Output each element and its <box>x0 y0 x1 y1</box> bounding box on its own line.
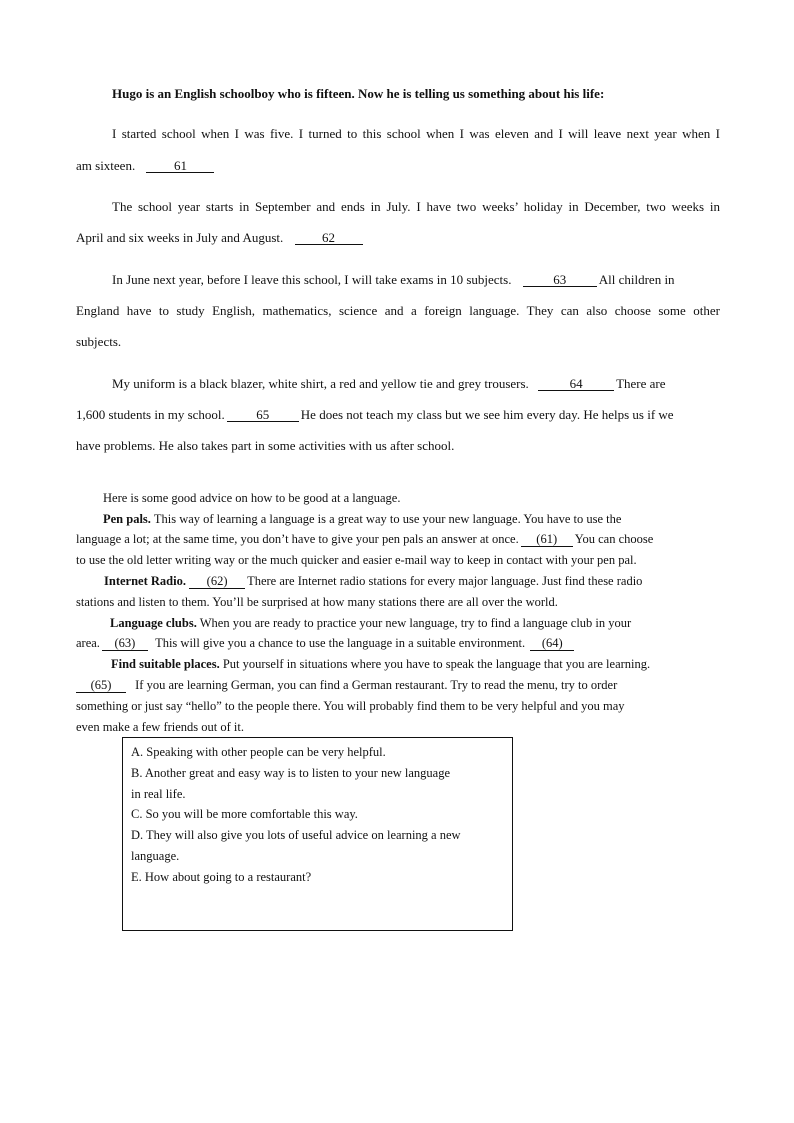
p3-line1-tail: All children in <box>598 272 675 287</box>
blank-s2-64[interactable]: (64) <box>530 637 574 651</box>
blank-62[interactable]: 62 <box>295 231 363 245</box>
option-c: C. So you will be more comfortable this way. <box>131 807 358 821</box>
option-d-line1: D. They will also give you lots of useful advice on learning a new <box>131 828 461 842</box>
blank-s2-63[interactable]: (63) <box>102 637 148 651</box>
p4-line1-tail: There are <box>616 376 666 391</box>
radio-line2: stations and listen to them. You’ll be surprised at how many stations there are all over the world. <box>76 595 558 609</box>
places-line2-text: If you are learning German, you can find a German restaurant. Try to read the menu, try to order <box>135 678 618 692</box>
blank-61[interactable]: 61 <box>146 159 214 173</box>
p2-line2-text: April and six weeks in July and August. <box>76 230 284 245</box>
blank-s2-62[interactable]: (62) <box>189 575 245 589</box>
pen-line2-text: language a lot; at the same time, you don’t have to give your pen pals an answer at once. <box>76 532 519 546</box>
places-line2 <box>76 678 720 693</box>
places-line3: something or just say “hello” to the people there. You will probably find them to be very helpful and you may <box>76 699 625 713</box>
p4-line2 <box>76 407 720 422</box>
p2-line2 <box>76 230 720 245</box>
blank-63[interactable]: 63 <box>523 273 597 287</box>
option-d-line2: language. <box>131 849 180 863</box>
p3-line1-text: In June next year, before I leave this school, I will take exams in 10 subjects. <box>112 272 512 287</box>
section1-title: Hugo is an English schoolboy who is fifteen. Now he is telling us something about his life: <box>112 86 605 101</box>
clubs-line2-mid: This will give you a chance to use the language in a suitable environment. <box>155 636 526 650</box>
p4-line1 <box>112 376 720 391</box>
p1-line1: I started school when I was five. I turned to this school when I was eleven and I will leave next year when I <box>112 126 720 141</box>
pen-line2-tail: You can choose <box>574 532 654 546</box>
blank-64[interactable]: 64 <box>538 377 614 391</box>
clubs-line1 <box>110 616 720 631</box>
pen-line1 <box>103 512 720 527</box>
p3-line1 <box>112 272 720 287</box>
clubs-line2 <box>76 636 720 651</box>
p3-line2: England have to study English, mathematics, science and a foreign language. They can also choose some other <box>76 303 720 318</box>
p4-line1-text: My uniform is a black blazer, white shirt, a red and yellow tie and grey trousers. <box>112 376 529 391</box>
blank-s2-61[interactable]: (61) <box>521 533 573 547</box>
p4-line3: have problems. He also takes part in some activities with us after school. <box>76 438 455 453</box>
radio-line1-text: There are Internet radio stations for every major language. Just find these radio <box>247 574 643 588</box>
pen-line3: to use the old letter writing way or the much quicker and easier e-mail way to keep in contact with your pen pal. <box>76 553 637 567</box>
places-line1-text: Put yourself in situations where you have to speak the language that you are learning. <box>222 657 651 671</box>
clubs-line2-text: area. <box>76 636 100 650</box>
pen-line2 <box>76 532 720 547</box>
radio-line1 <box>104 574 720 589</box>
p1-line2 <box>76 158 720 173</box>
places-line1 <box>111 657 720 672</box>
option-b-line2: in real life. <box>131 787 186 801</box>
clubs-line1-text: When you are ready to practice your new language, try to find a language club in your <box>199 616 632 630</box>
radio-heading: Internet Radio. <box>104 574 186 588</box>
blank-s2-65[interactable]: (65) <box>76 679 126 693</box>
pen-line1-text: This way of learning a language is a great way to use your new language. You have to use the <box>153 512 622 526</box>
p1-line2-text: am sixteen. <box>76 158 136 173</box>
pen-heading: Pen pals. <box>103 512 151 526</box>
p4-line2-text: 1,600 students in my school. <box>76 407 225 422</box>
clubs-heading: Language clubs. <box>110 616 197 630</box>
option-e: E. How about going to a restaurant? <box>131 870 312 884</box>
p3-line3: subjects. <box>76 334 122 349</box>
p4-line2-tail: He does not teach my class but we see him every day. He helps us if we <box>300 407 674 422</box>
option-a: A. Speaking with other people can be very helpful. <box>131 745 386 759</box>
places-heading: Find suitable places. <box>111 657 220 671</box>
s2-intro: Here is some good advice on how to be good at a language. <box>103 491 401 505</box>
option-b-line1: B. Another great and easy way is to listen to your new language <box>131 766 451 780</box>
blank-65[interactable]: 65 <box>227 408 299 422</box>
places-line4: even make a few friends out of it. <box>76 720 244 734</box>
p2-line1: The school year starts in September and ends in July. I have two weeks’ holiday in December, two weeks in <box>112 199 720 214</box>
